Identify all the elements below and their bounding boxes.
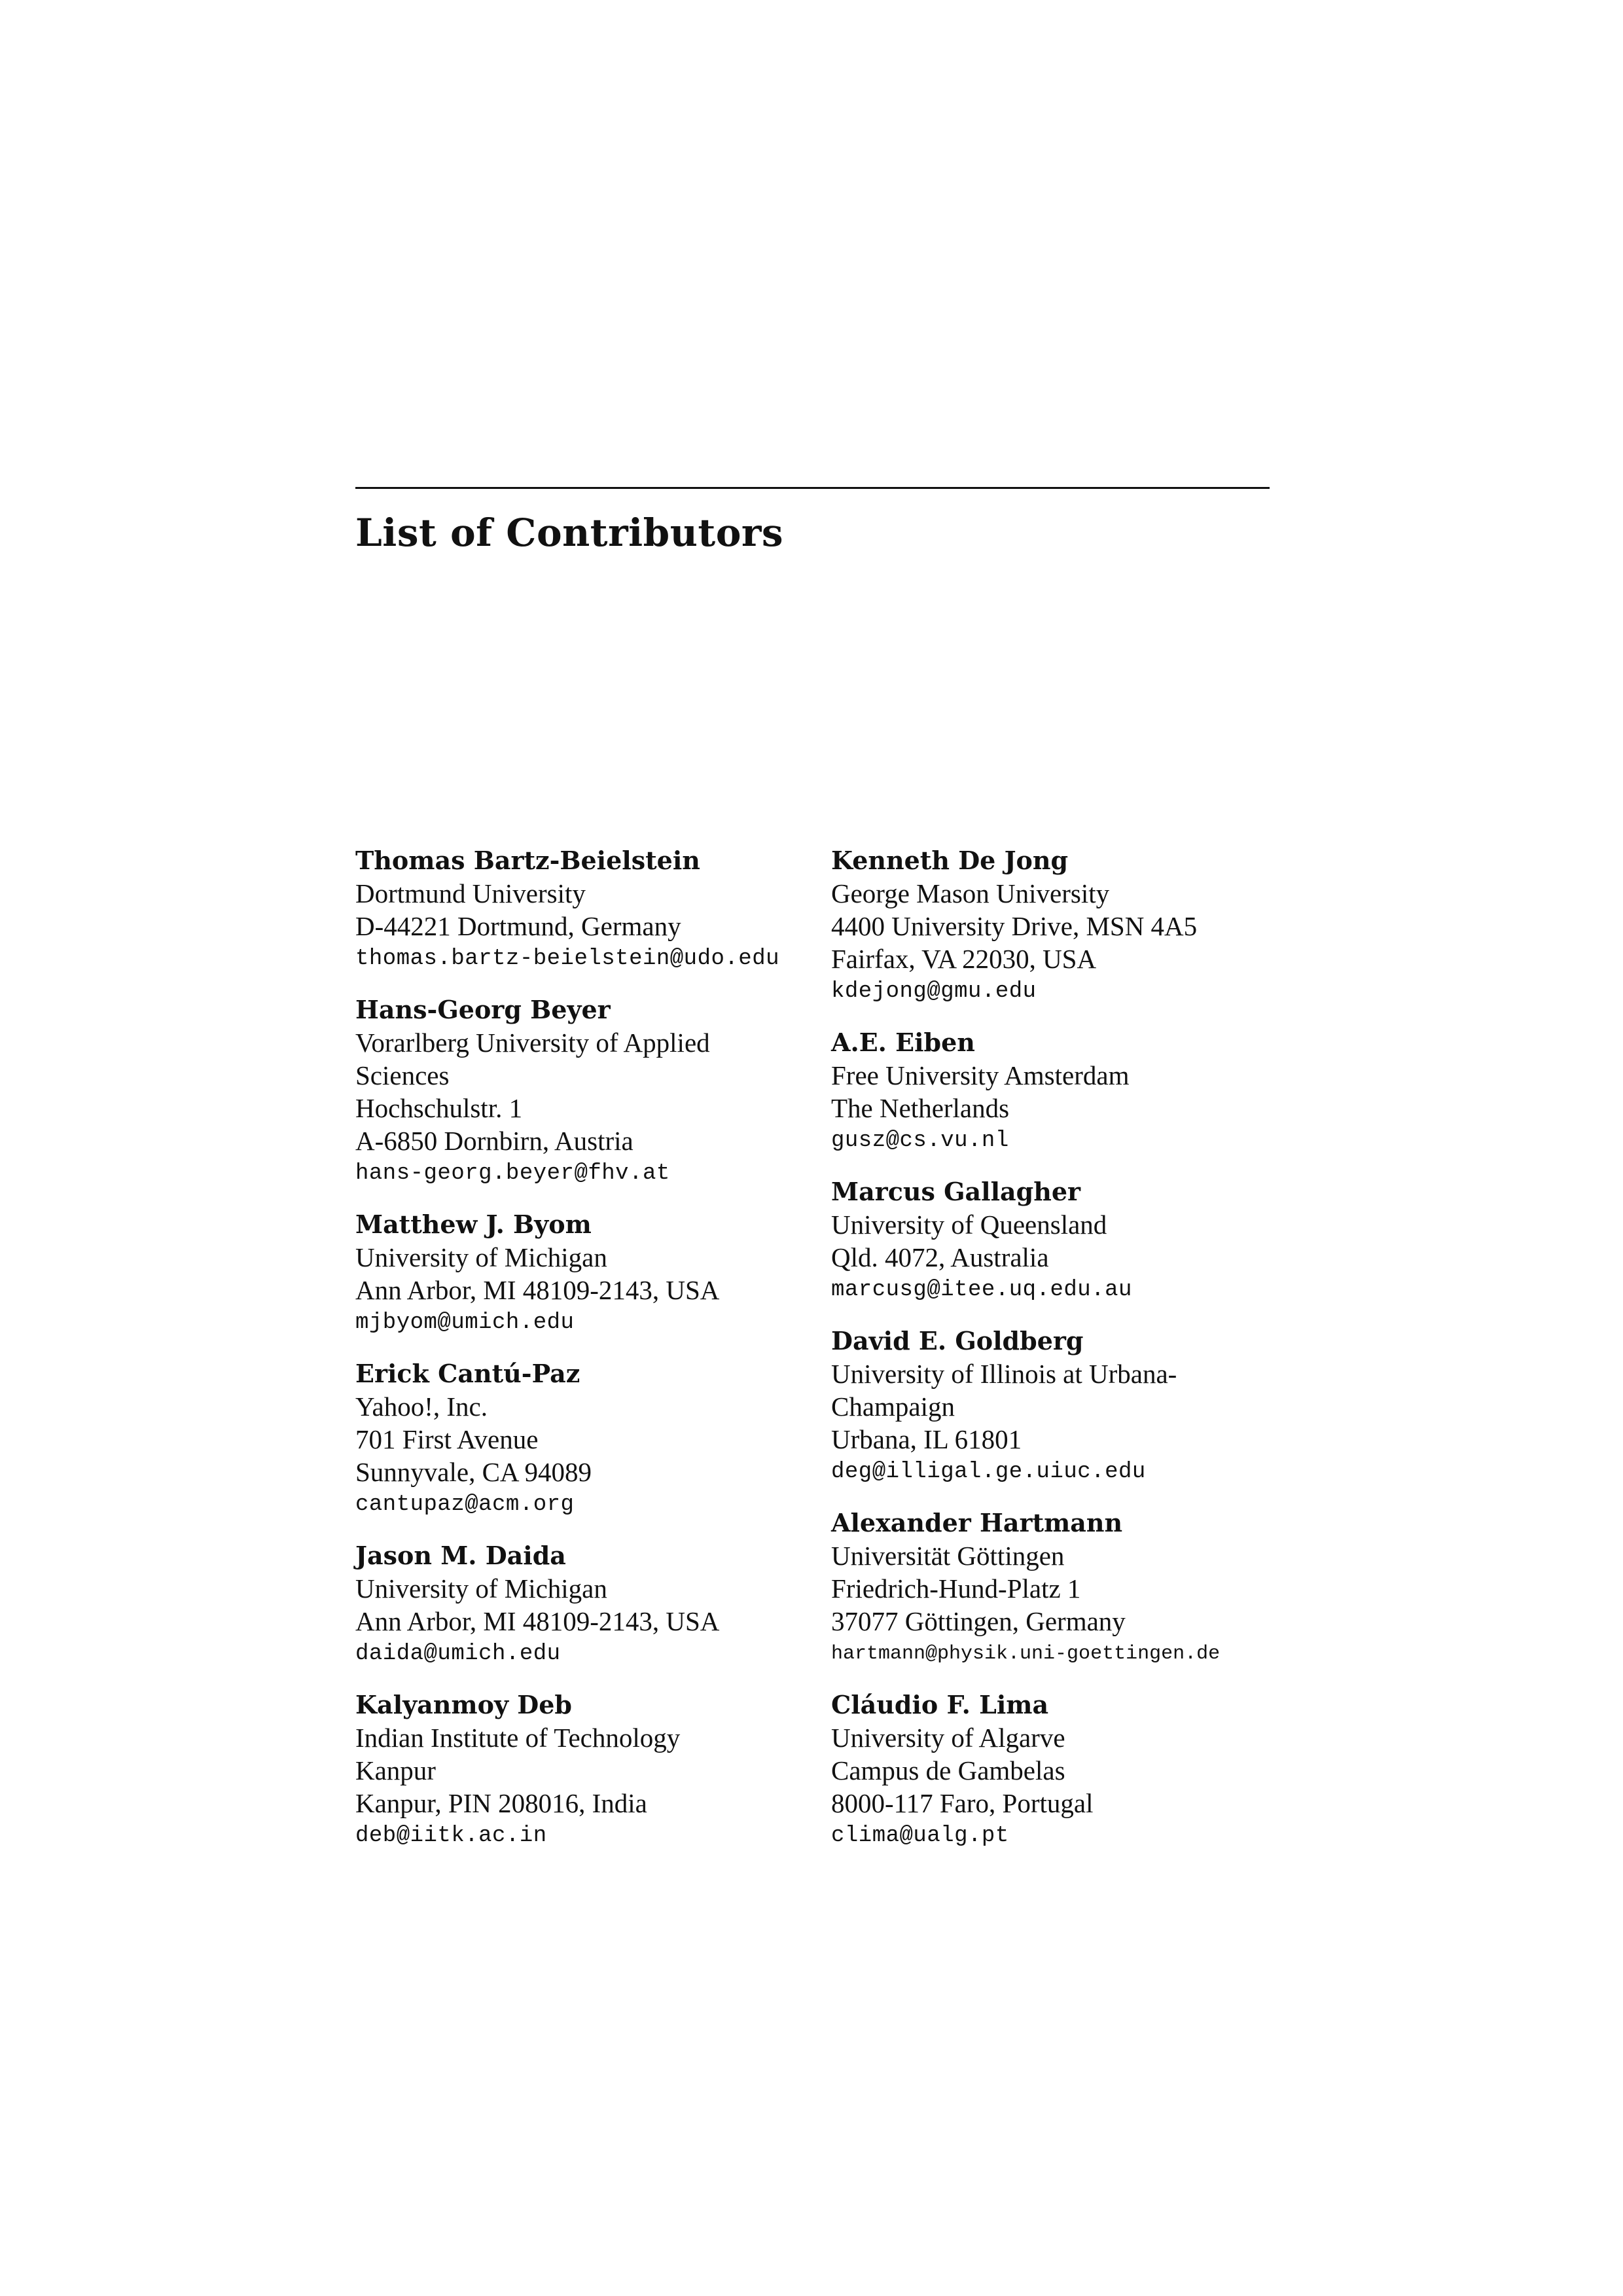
- contributor-address: Fairfax, VA 22030, USA: [831, 944, 1097, 974]
- contributor-affiliation: Free University Amsterdam: [831, 1060, 1130, 1090]
- contributor-affiliation: Dortmund University: [355, 878, 586, 908]
- contributor-address: Urbana, IL 61801: [831, 1424, 1022, 1454]
- contributor-entry: [831, 1175, 1283, 1306]
- contributor-affiliation: University of Michigan: [355, 1573, 607, 1604]
- contributor-affiliation: Champaign: [831, 1391, 955, 1422]
- contributor-name: Cláudio F. Lima: [831, 1690, 1049, 1719]
- contributor-name: Kalyanmoy Deb: [355, 1690, 572, 1719]
- contributor-affiliation: University of Queensland: [831, 1210, 1107, 1240]
- contributor-entry: [831, 844, 1283, 1008]
- contributor-email: kdejong@gmu.edu: [831, 979, 1037, 1004]
- contributor-entry: [355, 1208, 807, 1339]
- contributor-address: D-44221 Dortmund, Germany: [355, 911, 681, 941]
- contributor-entry: [831, 1026, 1283, 1157]
- contributor-entry: [831, 1325, 1283, 1488]
- contributor-entry: [355, 1689, 807, 1852]
- contributor-email: daida@umich.edu: [355, 1641, 561, 1666]
- contributor-affiliation: Vorarlberg University of Applied: [355, 1028, 710, 1058]
- contributor-email: gusz@cs.vu.nl: [831, 1128, 1009, 1153]
- contributor-address: Qld. 4072, Australia: [831, 1242, 1049, 1272]
- contributor-email: hans-georg.beyer@fhv.at: [355, 1161, 670, 1186]
- contributor-affiliation: University of Algarve: [831, 1723, 1065, 1753]
- contributor-name: David E. Goldberg: [831, 1326, 1084, 1355]
- contributor-address: 4400 University Drive, MSN 4A5: [831, 911, 1198, 941]
- contributor-address: Hochschulstr. 1: [355, 1093, 523, 1123]
- contributor-email: clima@ualg.pt: [831, 1823, 1009, 1848]
- contributor-name: Matthew J. Byom: [355, 1210, 592, 1239]
- contributor-name: A.E. Eiben: [831, 1028, 975, 1057]
- contributor-email: mjbyom@umich.edu: [355, 1310, 575, 1335]
- contributor-name: Jason M. Daida: [355, 1541, 566, 1570]
- contributor-email: marcusg@itee.uq.edu.au: [831, 1278, 1132, 1302]
- contributor-address: Ann Arbor, MI 48109-2143, USA: [355, 1606, 720, 1636]
- contributor-affiliation: George Mason University: [831, 878, 1110, 908]
- contributor-affiliation: Sciences: [355, 1060, 450, 1090]
- contributor-address: Campus de Gambelas: [831, 1755, 1065, 1785]
- contributor-affiliation: Kanpur: [355, 1755, 436, 1785]
- contributor-email: deb@iitk.ac.in: [355, 1823, 547, 1848]
- contributor-entry: [355, 844, 807, 975]
- contributor-name: Marcus Gallagher: [831, 1177, 1081, 1206]
- contributor-entry: [831, 1689, 1283, 1852]
- contributor-name: Erick Cantú-Paz: [355, 1359, 580, 1388]
- contributor-email: cantupaz@acm.org: [355, 1492, 575, 1517]
- contributor-address: A-6850 Dornbirn, Austria: [355, 1126, 633, 1156]
- contributor-name: Thomas Bartz-Beielstein: [355, 846, 700, 875]
- contributor-affiliation: Indian Institute of Technology: [355, 1723, 681, 1753]
- contributor-entry: [355, 1357, 807, 1521]
- contributor-address: Ann Arbor, MI 48109-2143, USA: [355, 1275, 720, 1305]
- contributor-email: hartmann@physik.uni-goettingen.de: [831, 1643, 1221, 1665]
- contributor-entry: [355, 994, 807, 1190]
- contributor-address: 37077 Göttingen, Germany: [831, 1606, 1126, 1636]
- contributor-email: deg@illigal.ge.uiuc.edu: [831, 1460, 1146, 1484]
- contributor-address: Sunnyvale, CA 94089: [355, 1457, 592, 1487]
- contributor-name: Hans-Georg Beyer: [355, 995, 611, 1024]
- contributor-affiliation: University of Illinois at Urbana-: [831, 1359, 1177, 1389]
- contributor-name: Alexander Hartmann: [831, 1508, 1123, 1537]
- contributor-email: thomas.bartz-beielstein@udo.edu: [355, 946, 780, 971]
- contributor-address: Kanpur, PIN 208016, India: [355, 1788, 647, 1818]
- contributor-affiliation: Yahoo!, Inc.: [355, 1391, 488, 1422]
- contributor-address: 701 First Avenue: [355, 1424, 539, 1454]
- contributors-column-left: [355, 844, 807, 1871]
- contributor-address: The Netherlands: [831, 1093, 1010, 1123]
- page-title: List of Contributors: [355, 511, 784, 555]
- contributor-affiliation: Universität Göttingen: [831, 1541, 1065, 1571]
- contributors-column-right: [831, 844, 1283, 1871]
- contributor-entry: [355, 1539, 807, 1670]
- contributor-affiliation: University of Michigan: [355, 1242, 607, 1272]
- contributor-address: Friedrich-Hund-Platz 1: [831, 1573, 1081, 1604]
- contributor-entry: [831, 1507, 1283, 1670]
- contributor-address: 8000-117 Faro, Portugal: [831, 1788, 1094, 1818]
- title-rule: [355, 487, 1270, 489]
- contributor-name: Kenneth De Jong: [831, 846, 1069, 875]
